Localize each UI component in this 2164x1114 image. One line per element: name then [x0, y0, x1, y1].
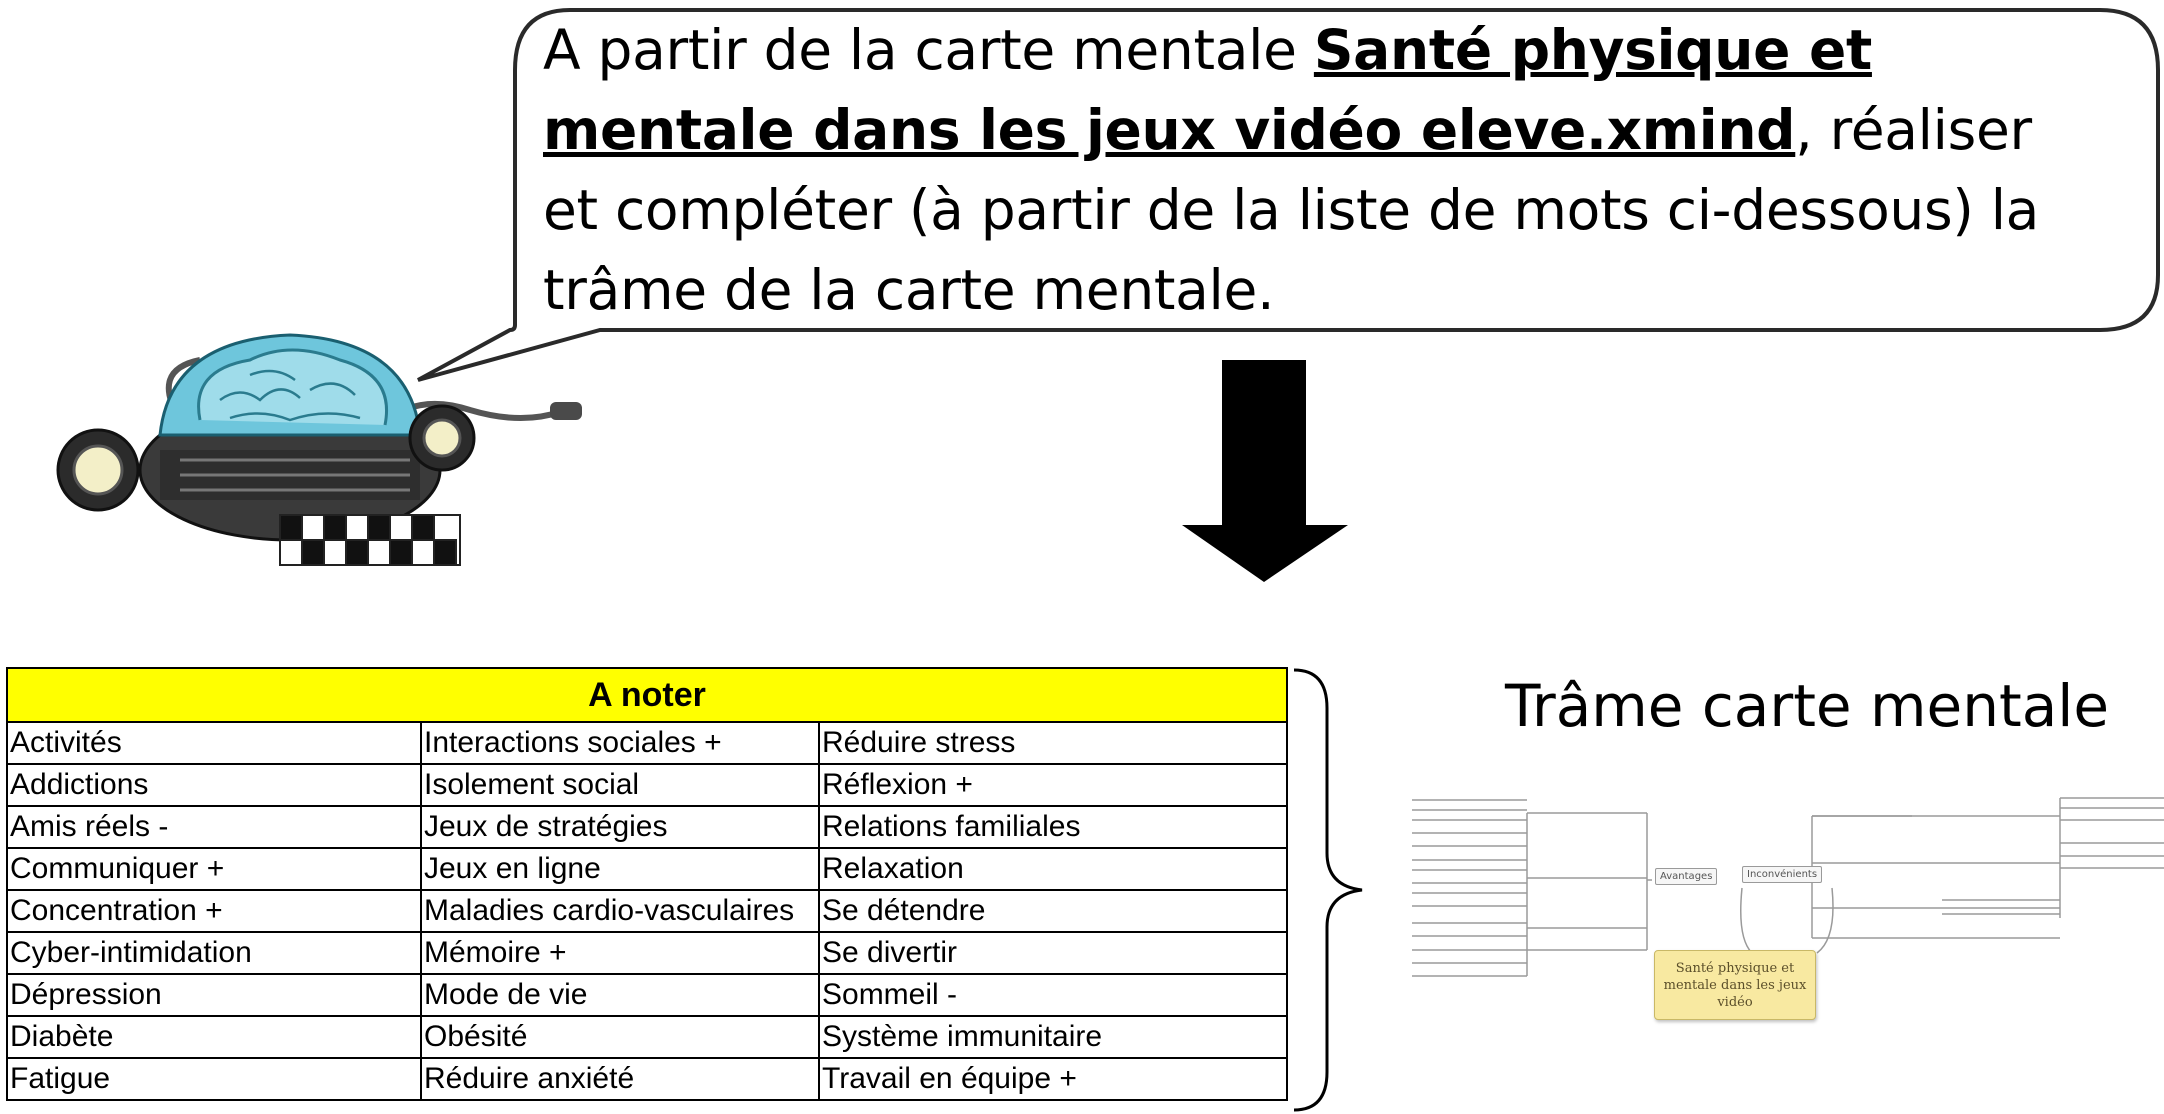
table-cell: Isolement social: [421, 764, 819, 806]
table-row: [7, 848, 1287, 890]
table-cell: Se divertir: [819, 932, 1287, 974]
table-row: [7, 764, 1287, 806]
table-row: [7, 890, 1287, 932]
brain-robot-illustration: [50, 330, 590, 570]
table-cell: Travail en équipe +: [819, 1058, 1287, 1100]
table-cell: Réduire anxiété: [421, 1058, 819, 1100]
branch-avantages: Avantages: [1655, 868, 1717, 885]
instruction-text: [543, 10, 2103, 330]
table-cell: Jeux de stratégies: [421, 806, 819, 848]
instruction-intro: A partir de la carte mentale: [543, 18, 1314, 82]
table-cell: Se détendre: [819, 890, 1287, 932]
robot-base: [280, 515, 460, 565]
central-topic-node: Santé physique et mentale dans les jeux vidéo: [1654, 950, 1816, 1020]
table-cell: Mode de vie: [421, 974, 819, 1016]
table-cell: Fatigue: [7, 1058, 421, 1100]
table-cell: Cyber-intimidation: [7, 932, 421, 974]
table-row: [7, 1058, 1287, 1100]
table-cell: Relaxation: [819, 848, 1287, 890]
table-cell: Communiquer +: [7, 848, 421, 890]
table-cell: Réduire stress: [819, 722, 1287, 764]
table-cell: Interactions sociales +: [421, 722, 819, 764]
table-cell: Diabète: [7, 1016, 421, 1058]
mind-map-file-name[interactable]: Santé physique et mentale dans les jeux vidéo eleve.xmind: [543, 18, 1872, 162]
table-cell: Réflexion +: [819, 764, 1287, 806]
table-row: [7, 806, 1287, 848]
mind-map-title: Trâme carte mentale: [1505, 672, 2110, 740]
table-row: [7, 974, 1287, 1016]
table-cell: Jeux en ligne: [421, 848, 819, 890]
table-cell: Sommeil -: [819, 974, 1287, 1016]
curly-brace: [1292, 668, 1372, 1114]
table-cell: Concentration +: [7, 890, 421, 932]
table-header: A noter: [7, 668, 1287, 722]
table-cell: Amis réels -: [7, 806, 421, 848]
robot-plug: [550, 402, 582, 420]
table-row: [7, 1016, 1287, 1058]
table-row: [7, 722, 1287, 764]
branch-inconvenients: Inconvénients: [1742, 866, 1822, 883]
table-row: [7, 932, 1287, 974]
table-cell: Système immunitaire: [819, 1016, 1287, 1058]
table-cell: Maladies cardio-vasculaires: [421, 890, 819, 932]
word-list-table: [6, 667, 1288, 1101]
table-cell: Relations familiales: [819, 806, 1287, 848]
instruction-rest: , réaliser et compléter (à partir de la liste de mots ci-dessous) la trâme de la carte mentale.: [543, 98, 2040, 322]
table-cell: Addictions: [7, 764, 421, 806]
table-cell: Activités: [7, 722, 421, 764]
table-cell: Mémoire +: [421, 932, 819, 974]
table-cell: Obésité: [421, 1016, 819, 1058]
down-arrow-icon: [1180, 360, 1350, 585]
table-cell: Dépression: [7, 974, 421, 1016]
